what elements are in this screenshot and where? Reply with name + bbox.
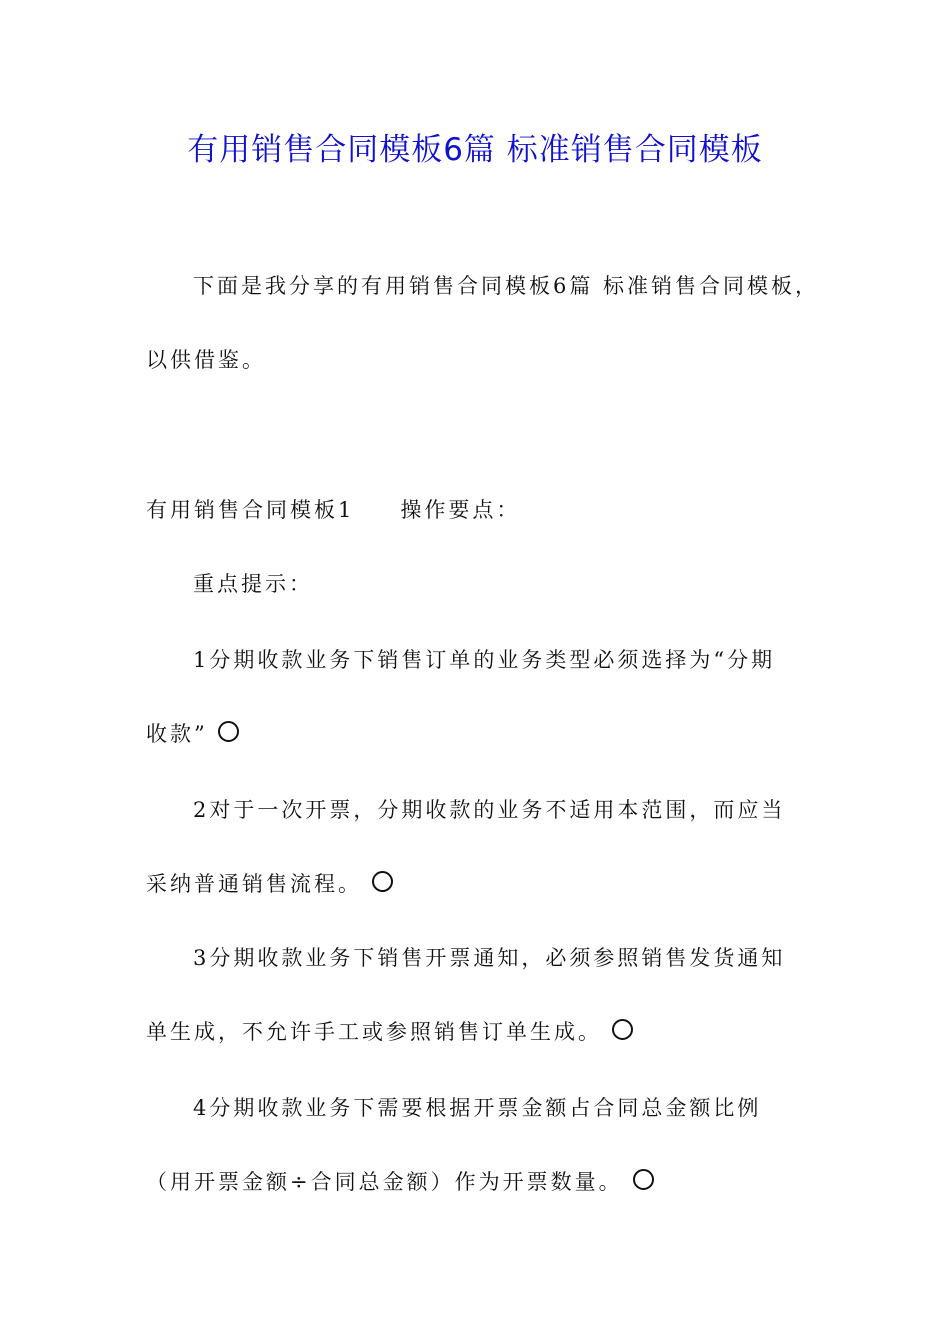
circle-icon	[633, 1169, 654, 1190]
item-3-line-2-row	[146, 1016, 633, 1048]
item-1-line-2-row	[146, 718, 239, 750]
document-title: 有用销售合同模板6篇 标准销售合同模板	[187, 132, 763, 168]
item-4-line-1: 4分期收款业务下需要根据开票金额占合同总金额比例	[193, 1096, 762, 1120]
item-3-line-2: 单生成，不允许手工或参照销售订单生成。	[146, 1020, 602, 1044]
item-3-line-1: 3分期收款业务下销售开票通知，必须参照销售发货通知	[193, 946, 786, 970]
item-1-line-2: 收款”	[146, 722, 208, 746]
section-subheading: 操作要点：	[400, 498, 521, 522]
key-tips-label: 重点提示：	[193, 572, 313, 596]
intro-line-2: 以供借鉴。	[146, 348, 266, 372]
section-heading: 有用销售合同模板1	[146, 498, 355, 522]
item-2-line-2-row	[146, 868, 393, 900]
item-1-line-1: 1分期收款业务下销售订单的业务类型必须选择为“分期	[193, 648, 776, 672]
circle-icon	[612, 1019, 633, 1040]
intro-line-1: 下面是我分享的有用销售合同模板6篇 标准销售合同模板，	[193, 274, 820, 298]
item-4-line-2: （用开票金额÷合同总金额）作为开票数量。	[146, 1170, 623, 1194]
item-2-line-1: 2对于一次开票，分期收款的业务不适用本范围，而应当	[193, 798, 786, 822]
item-4-line-2-row	[146, 1166, 654, 1198]
circle-icon	[218, 721, 239, 742]
section-heading-row	[146, 494, 520, 526]
circle-icon	[372, 871, 393, 892]
item-2-line-2: 采纳普通销售流程。	[146, 872, 362, 896]
